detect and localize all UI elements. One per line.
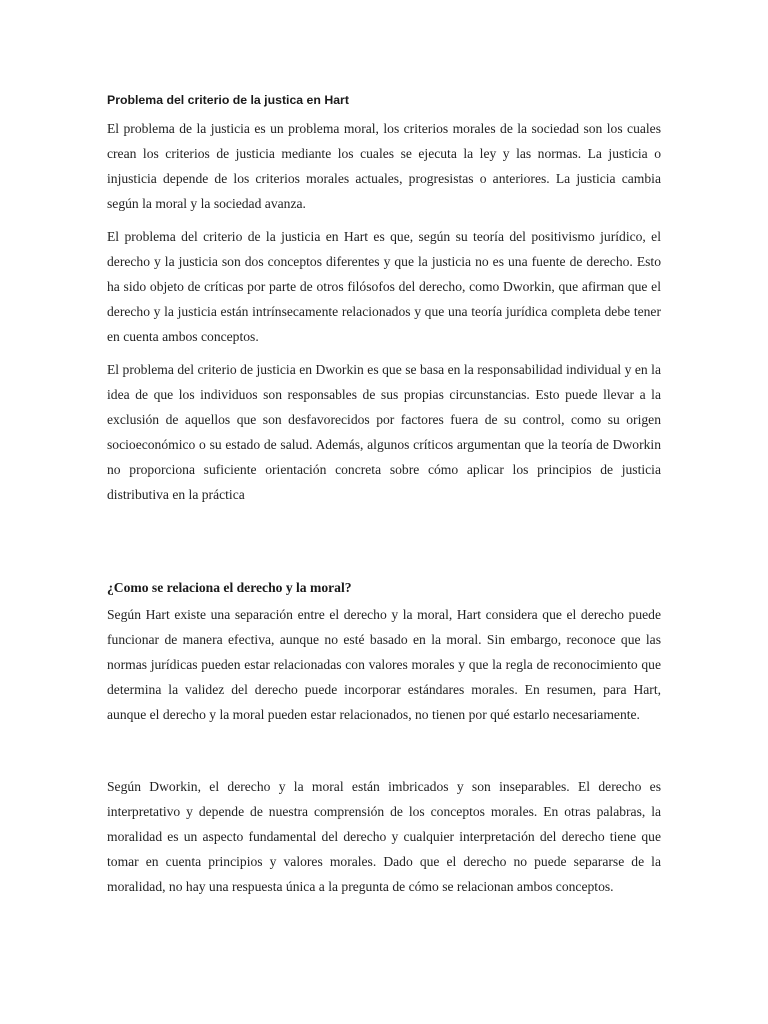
spacer — [107, 515, 661, 578]
paragraph-hart-positivism: El problema del criterio de la justicia en Hart es que, según su teoría del positivismo jurídico, el derecho y la justicia son dos conceptos diferentes y que la justicia no es una fuente de derecho. Esto ha sido objeto de críticas por parte de otros filósofos del derecho, como Dworkin, que afirman que el derecho y la justicia están intrínsecamente relacionados y que una teoría jurídica completa debe tener en cuenta ambos conceptos. — [107, 229, 661, 344]
document-content — [107, 90, 661, 907]
spacer — [107, 735, 661, 774]
paragraph-hart-separation: Según Hart existe una separación entre el derecho y la moral, Hart considera que el derecho puede funcionar de manera efectiva, aunque no esté basado en la moral. Sin embargo, reconoce que las normas jurídicas pueden estar relacionadas con valores morales y que la regla de reconocimiento que determina la validez del derecho puede incorporar estándares morales. En resumen, para Hart, aunque el derecho y la moral pueden estar relacionados, no tienen por qué estarlo necesariamente. — [107, 607, 661, 722]
paragraph-dworkin-criticism: El problema del criterio de justicia en Dworkin es que se basa en la responsabilidad individual y en la idea de que los individuos son responsables de sus propias circunstancias. Esto puede llevar a la exclusión de aquellos que son desfavorecidos por factores fuera de su control, como su origen socioeconómico o su estado de salud. Además, algunos críticos argumentan que la teoría de Dworkin no proporciona suficiente orientación concreta sobre cómo aplicar los principios de justicia distributiva en la práctica — [107, 362, 661, 502]
paragraph-dworkin-inseparable: Según Dworkin, el derecho y la moral están imbricados y son inseparables. El derecho es interpretativo y depende de nuestra comprensión de los conceptos morales. En otras palabras, la moralidad es un aspecto fundamental del derecho y cualquier interpretación del derecho tiene que tomar en cuenta principios y valores morales. Dado que el derecho no puede separarse de la moralidad, no hay una respuesta única a la pregunta de cómo se relacionan ambos conceptos. — [107, 779, 661, 894]
section-heading-law-morality: ¿Como se relaciona el derecho y la moral? — [107, 580, 352, 595]
section-heading-hart-justice: Problema del criterio de la justica en Hart — [107, 93, 349, 107]
paragraph-justice-moral-problem: El problema de la justicia es un problema moral, los criterios morales de la sociedad son los cuales crean los criterios de justicia mediante los cuales se ejecuta la ley y las normas. La justicia o injusticia depende de los criterios morales actuales, progresistas o anteriores. La justicia cambia según la moral y la sociedad avanza. — [107, 121, 661, 211]
